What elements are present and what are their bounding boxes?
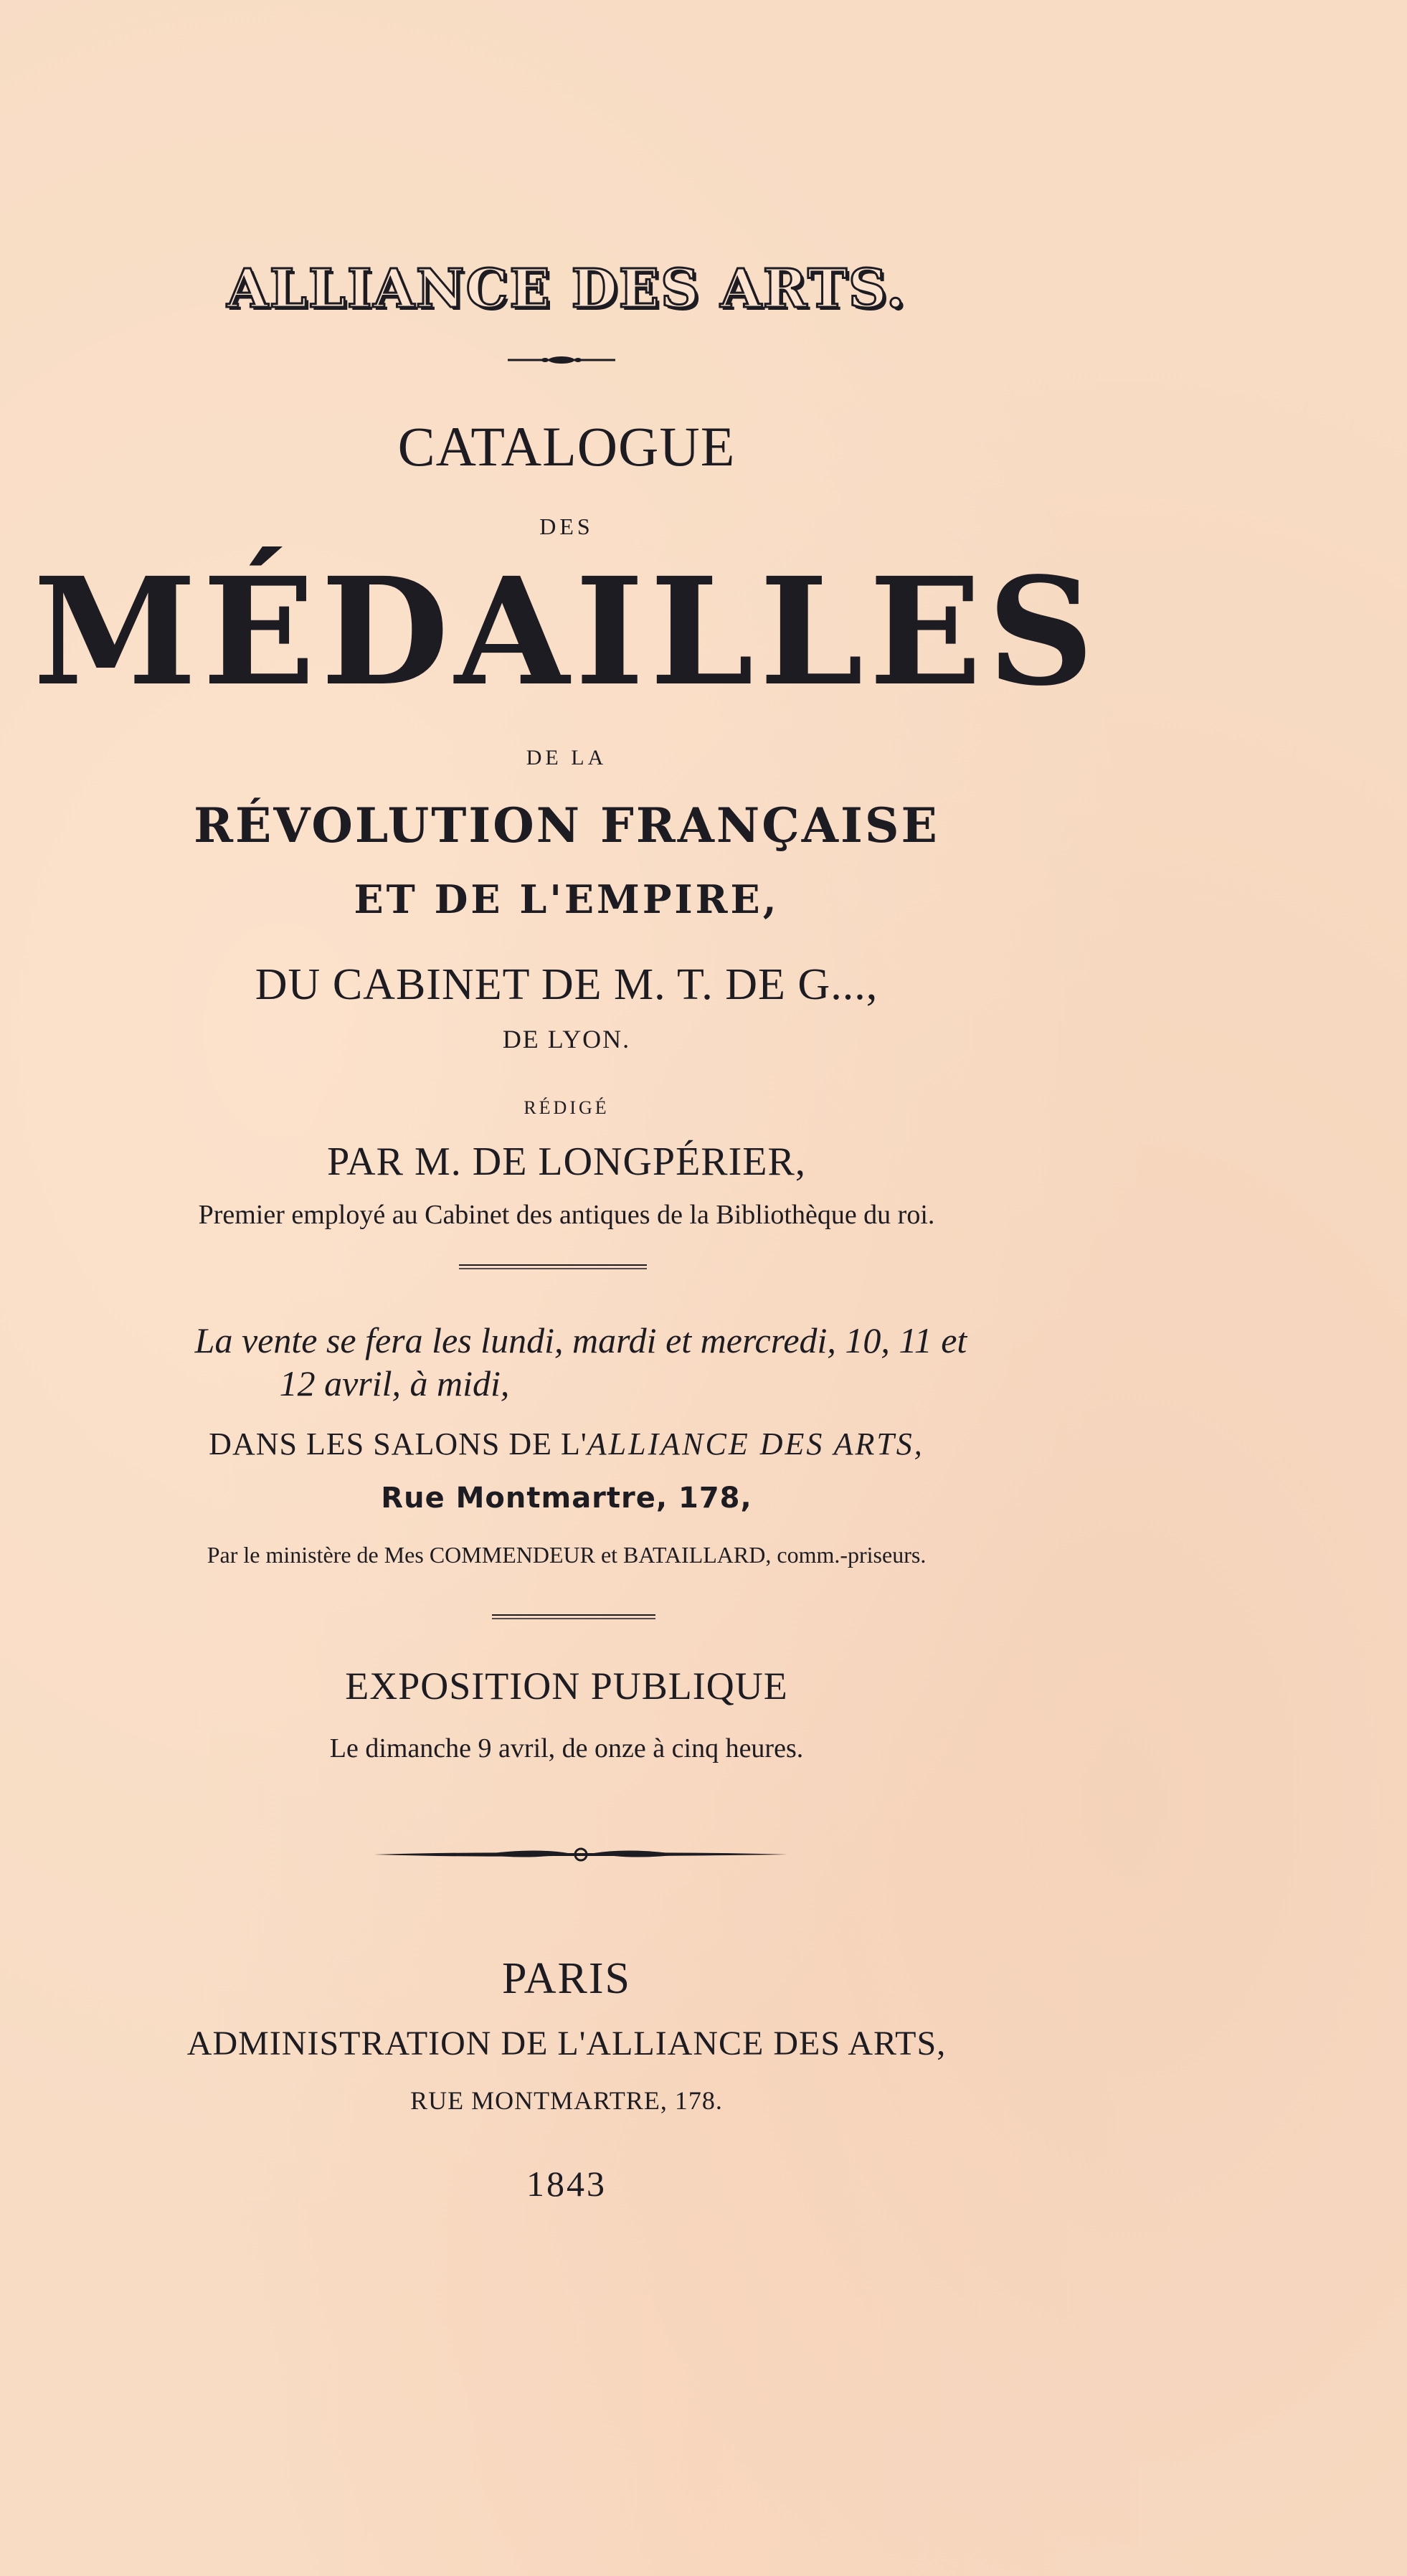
imprint-city: PARIS bbox=[501, 1954, 632, 2003]
sale-dates-line-2: 12 avril, à midi, bbox=[279, 1363, 510, 1403]
redige-label: RÉDIGÉ bbox=[524, 1097, 610, 1118]
cabinet-line: DU CABINET DE M. T. DE G..., bbox=[255, 960, 878, 1009]
ornament-rule-small bbox=[508, 353, 615, 367]
de-la-label: DE LA bbox=[526, 746, 607, 770]
des-label: DES bbox=[539, 513, 594, 539]
author-role: Premier employé au Cabinet des antiques de la Bibliothèque du roi. bbox=[198, 1200, 935, 1230]
revolution-title: RÉVOLUTION FRANÇAISE bbox=[194, 797, 939, 853]
empire-title: ET DE L'EMPIRE, bbox=[354, 876, 780, 922]
city-line: DE LYON. bbox=[502, 1025, 631, 1053]
imprint-publisher: ADMINISTRATION DE L'ALLIANCE DES ARTS, bbox=[186, 2025, 947, 2063]
imprint-address: RUE MONTMARTRE, 178. bbox=[410, 2086, 723, 2115]
subject-title: MÉDAILLES bbox=[33, 545, 1100, 719]
society-heading: ALLIANCE DES ARTS. bbox=[227, 258, 906, 320]
sale-street: Rue Montmartre, 178, bbox=[381, 1482, 752, 1515]
exposition-title: EXPOSITION PUBLIQUE bbox=[345, 1665, 788, 1708]
sale-venue-prefix: DANS LES SALONS DE L' bbox=[209, 1426, 587, 1462]
author-line: PAR M. DE LONGPÉRIER, bbox=[327, 1140, 806, 1184]
sale-venue bbox=[0, 1426, 1133, 1462]
sale-dates-line-1: La vente se fera les lundi, mardi et mercredi, 10, 11 et bbox=[194, 1320, 967, 1360]
auctioneers-line: Par le ministère de Mes COMMENDEUR et BATAILLARD, comm.-priseurs. bbox=[207, 1542, 927, 1568]
divider-rule-1 bbox=[459, 1264, 647, 1271]
sale-venue-name: ALLIANCE DES ARTS, bbox=[587, 1426, 924, 1462]
divider-rule-2 bbox=[492, 1614, 655, 1621]
exposition-date: Le dimanche 9 avril, de onze à cinq heures. bbox=[329, 1733, 804, 1763]
catalogue-title: CATALOGUE bbox=[397, 415, 736, 478]
ornament-rule-large bbox=[374, 1845, 787, 1865]
imprint-year: 1843 bbox=[526, 2164, 607, 2204]
